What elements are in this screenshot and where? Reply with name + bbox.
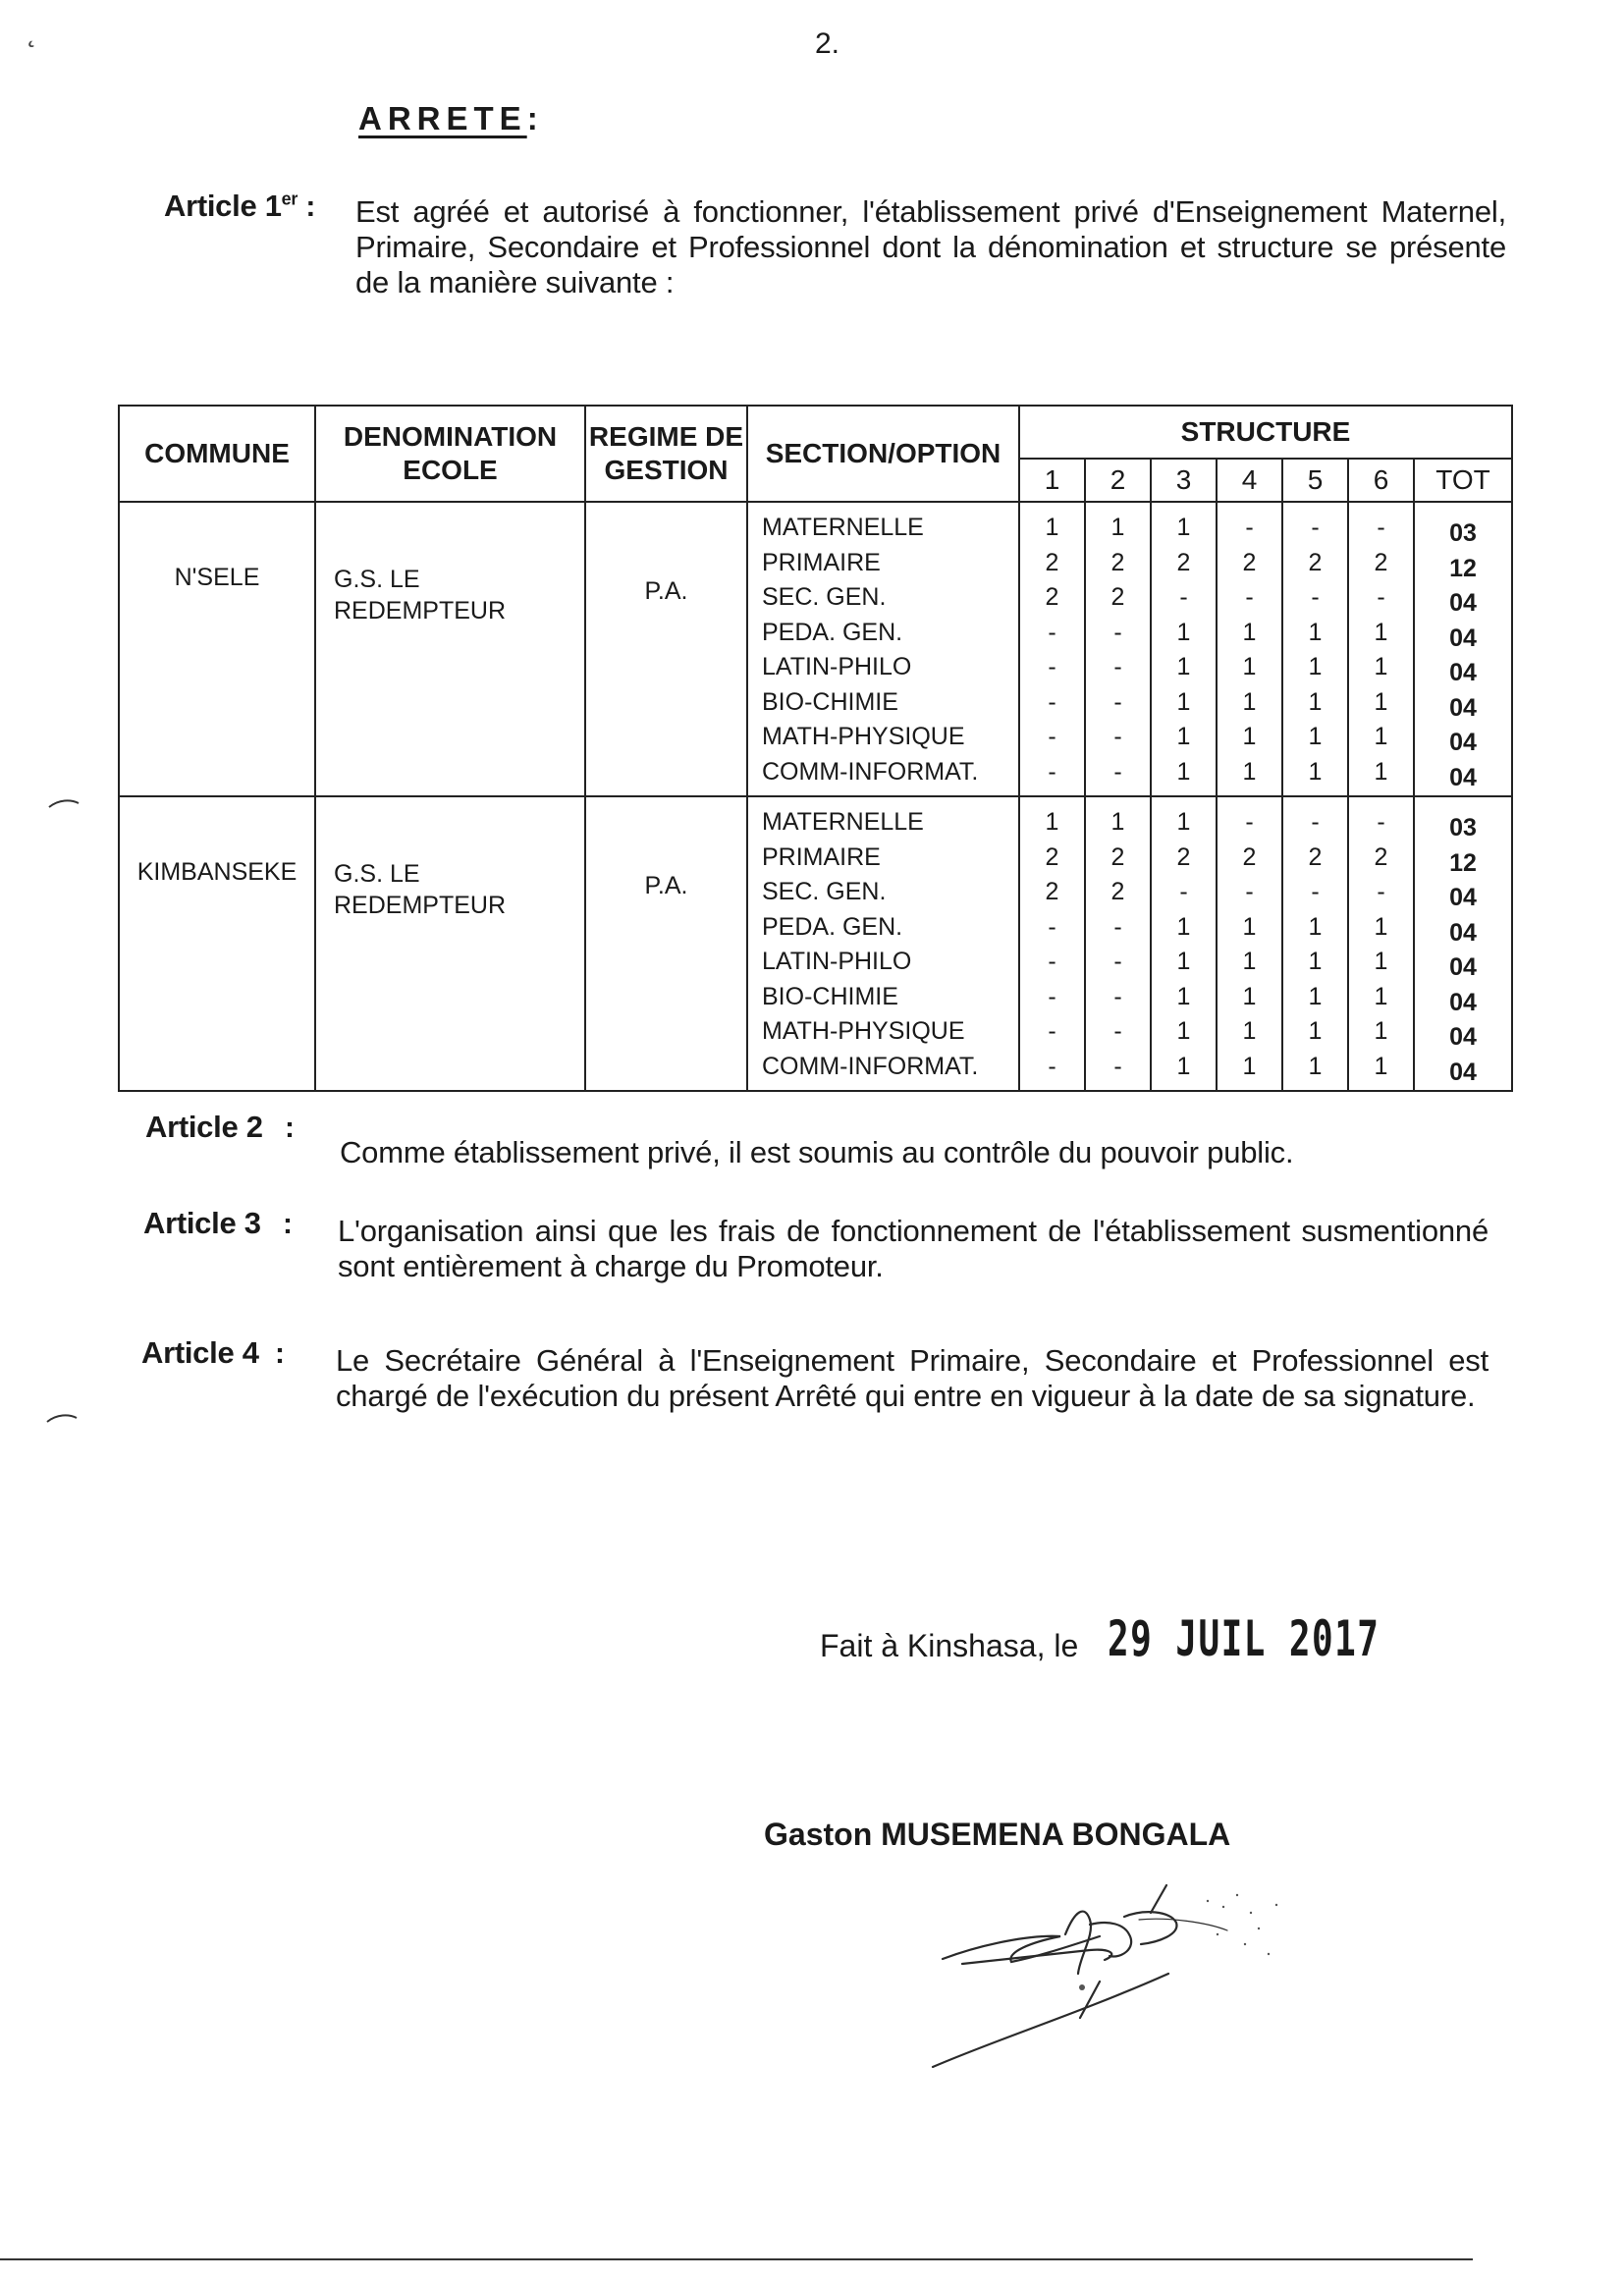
level-value: 1 — [1374, 653, 1388, 680]
header-level-6: 6 — [1348, 459, 1414, 502]
arrete-title: ARRETE — [358, 100, 527, 136]
article-2-text: Comme établissement privé, il est soumis au contrôle du pouvoir public. — [340, 1135, 1294, 1169]
level-value: 1 — [1242, 618, 1257, 646]
level-value: - — [1113, 1052, 1122, 1080]
section-option: MATH-PHYSIQUE — [762, 1017, 965, 1045]
header-level-2: 2 — [1085, 459, 1151, 502]
level-value: - — [1048, 723, 1056, 750]
level-value: - — [1113, 757, 1122, 786]
level-value: 1 — [1374, 1052, 1388, 1080]
level-value: 1 — [1176, 687, 1191, 716]
signer-name: Gaston MUSEMENA BONGALA — [764, 1817, 1231, 1852]
level-value: 2 — [1242, 842, 1257, 871]
level-value: 1 — [1242, 723, 1257, 750]
level-value: - — [1377, 808, 1385, 836]
table-row — [119, 796, 1512, 1091]
level-value: - — [1377, 514, 1385, 541]
commune-cell: KIMBANSEKE — [119, 796, 315, 1091]
handwritten-signature — [913, 1866, 1326, 2091]
article-4-label-text: Article 4 — [141, 1335, 259, 1370]
header-level-5: 5 — [1282, 459, 1348, 502]
bottom-rule — [0, 2258, 1473, 2260]
level-value: 1 — [1374, 982, 1388, 1010]
section-option: PRIMAIRE — [762, 842, 881, 871]
level-6-cell — [1348, 796, 1414, 1091]
section-cell — [747, 502, 1019, 796]
level-5-cell — [1282, 502, 1348, 796]
level-value: 2 — [1110, 583, 1125, 611]
arrete-heading — [358, 100, 544, 137]
level-value: 1 — [1374, 723, 1388, 750]
article-1-label-sup: er — [281, 189, 298, 209]
level-value: 2 — [1110, 878, 1125, 905]
section-option: MATERNELLE — [762, 808, 924, 836]
signature-date-stamp: 29 JUIL 2017 — [1108, 1610, 1380, 1667]
section-option: BIO-CHIMIE — [762, 687, 898, 716]
header-level-1: 1 — [1019, 459, 1085, 502]
level-value: 2 — [1374, 842, 1388, 871]
arrete-colon: : — [526, 100, 544, 136]
level-value: - — [1048, 948, 1056, 975]
level-4-cell — [1217, 502, 1282, 796]
article-1-sep: : — [305, 190, 316, 223]
level-value: 1 — [1242, 653, 1257, 680]
level-value: 1 — [1242, 757, 1257, 786]
tot-cell — [1414, 796, 1512, 1091]
level-value: 2 — [1308, 548, 1323, 576]
tot-value: 12 — [1449, 554, 1477, 582]
margin-mark-left-2 — [43, 1408, 82, 1428]
level-value: 1 — [1242, 1017, 1257, 1045]
level-value: 1 — [1242, 912, 1257, 941]
section-option: MATH-PHYSIQUE — [762, 723, 965, 750]
level-value: 1 — [1308, 723, 1323, 750]
article-2-sep: : — [284, 1112, 295, 1144]
level-value: 2 — [1110, 548, 1125, 576]
article-1-label — [164, 189, 315, 224]
level-value: - — [1245, 583, 1254, 611]
level-value: - — [1113, 723, 1122, 750]
level-value: 1 — [1242, 687, 1257, 716]
article-1-text: Est agréé et autorisé à fonctionner, l'établissement privé d'Enseignement Maternel, Primaire, Secondaire et Professionnel dont la dénomination et structure se présente de la manière suivante : — [355, 194, 1506, 299]
level-value: 1 — [1374, 912, 1388, 941]
structure-table — [118, 405, 1513, 1092]
level-value: 1 — [1045, 808, 1059, 836]
page-number: 2. — [815, 27, 840, 60]
header-commune: COMMUNE — [119, 406, 315, 502]
level-value: 1 — [1308, 912, 1323, 941]
level-6-cell — [1348, 502, 1414, 796]
level-value: 1 — [1045, 514, 1059, 541]
article-3-label — [143, 1206, 293, 1241]
level-value: 2 — [1045, 548, 1059, 576]
article-1-label-text: Article 1 — [164, 189, 282, 223]
level-value: - — [1179, 878, 1188, 905]
article-2-label — [145, 1110, 295, 1145]
level-value: 1 — [1176, 1052, 1191, 1080]
tot-value: 04 — [1449, 693, 1477, 722]
level-value: 1 — [1308, 757, 1323, 786]
tot-value: 04 — [1449, 884, 1477, 911]
level-value: - — [1113, 948, 1122, 975]
level-value: 1 — [1110, 514, 1125, 541]
level-value: 1 — [1110, 808, 1125, 836]
tot-value: 04 — [1449, 763, 1477, 791]
level-value: - — [1113, 618, 1122, 646]
level-value: - — [1245, 514, 1254, 541]
margin-mark-left-1 — [45, 793, 84, 813]
level-value: - — [1048, 982, 1056, 1010]
section-option: COMM-INFORMAT. — [762, 1052, 979, 1080]
tot-value: 04 — [1449, 659, 1477, 686]
level-value: 1 — [1176, 1017, 1191, 1045]
level-value: - — [1113, 982, 1122, 1010]
level-value: - — [1245, 808, 1254, 836]
header-structure: STRUCTURE — [1019, 406, 1512, 459]
tot-value: 04 — [1449, 1058, 1477, 1086]
regime-cell: P.A. — [585, 502, 747, 796]
margin-mark-top: ˛ — [27, 16, 37, 48]
tot-cell — [1414, 502, 1512, 796]
level-value: 1 — [1242, 948, 1257, 975]
tot-value: 12 — [1449, 848, 1477, 877]
section-cell — [747, 796, 1019, 1091]
article-2-label-text: Article 2 — [145, 1110, 263, 1144]
level-3-cell — [1151, 502, 1217, 796]
level-value: 1 — [1308, 1017, 1323, 1045]
header-level-4: 4 — [1217, 459, 1282, 502]
level-2-cell — [1085, 502, 1151, 796]
tot-value: 04 — [1449, 729, 1477, 756]
level-value: 1 — [1308, 1052, 1323, 1080]
level-value: 1 — [1176, 723, 1191, 750]
tot-value: 03 — [1449, 814, 1477, 842]
tot-value: 04 — [1449, 953, 1477, 981]
level-value: 2 — [1374, 548, 1388, 576]
level-value: 1 — [1176, 653, 1191, 680]
header-section: SECTION/OPTION — [747, 406, 1019, 502]
level-value: 1 — [1242, 982, 1257, 1010]
level-value: 2 — [1045, 583, 1059, 611]
tot-value: 04 — [1449, 1023, 1477, 1051]
level-value: 2 — [1045, 878, 1059, 905]
section-option: SEC. GEN. — [762, 878, 887, 905]
level-value: 1 — [1176, 618, 1191, 646]
article-4-label — [141, 1335, 285, 1371]
level-2-cell — [1085, 796, 1151, 1091]
level-value: - — [1048, 687, 1056, 716]
level-value: 1 — [1176, 948, 1191, 975]
article-3-label-text: Article 3 — [143, 1206, 261, 1240]
level-value: - — [1245, 878, 1254, 905]
section-option: SEC. GEN. — [762, 583, 887, 611]
level-value: 1 — [1308, 687, 1323, 716]
article-4-text: Le Secrétaire Général à l'Enseignement Primaire, Secondaire et Professionnel est chargé de l'exécution du présent Arrêté qui entre en vigueur à la date de sa signature. — [336, 1343, 1489, 1413]
regime-cell: P.A. — [585, 796, 747, 1091]
tot-value: 03 — [1449, 519, 1477, 547]
header-level-3: 3 — [1151, 459, 1217, 502]
level-value: 1 — [1308, 653, 1323, 680]
level-value: 1 — [1374, 757, 1388, 786]
level-value: - — [1311, 808, 1320, 836]
level-value: - — [1048, 1017, 1056, 1045]
section-option: PRIMAIRE — [762, 548, 881, 576]
level-value: - — [1048, 912, 1056, 941]
level-value: 2 — [1045, 842, 1059, 871]
level-value: 1 — [1374, 1017, 1388, 1045]
tot-value: 04 — [1449, 988, 1477, 1016]
level-value: - — [1179, 583, 1188, 611]
level-value: 2 — [1176, 842, 1191, 871]
level-value: - — [1113, 687, 1122, 716]
section-option: LATIN-PHILO — [762, 653, 912, 680]
level-value: 1 — [1242, 1052, 1257, 1080]
level-value: 2 — [1308, 842, 1323, 871]
section-option: MATERNELLE — [762, 514, 924, 541]
level-value: 1 — [1374, 618, 1388, 646]
level-value: 1 — [1176, 808, 1191, 836]
ecole-cell: G.S. LE REDEMPTEUR — [315, 796, 585, 1091]
level-value: 1 — [1374, 687, 1388, 716]
level-value: 2 — [1176, 548, 1191, 576]
level-value: - — [1113, 653, 1122, 680]
section-option: PEDA. GEN. — [762, 618, 903, 646]
fait-a-kinshasa: Fait à Kinshasa, le — [820, 1628, 1079, 1663]
tot-value: 04 — [1449, 624, 1477, 652]
section-option: BIO-CHIMIE — [762, 982, 898, 1010]
level-value: 1 — [1308, 982, 1323, 1010]
commune-cell: N'SELE — [119, 502, 315, 796]
level-value: 1 — [1374, 948, 1388, 975]
level-value: 1 — [1308, 948, 1323, 975]
article-4-sep: : — [274, 1337, 285, 1370]
level-value: - — [1377, 583, 1385, 611]
level-value: 1 — [1176, 982, 1191, 1010]
level-value: - — [1113, 912, 1122, 941]
level-value: 1 — [1176, 757, 1191, 786]
level-value: 1 — [1176, 514, 1191, 541]
level-value: - — [1377, 878, 1385, 905]
table-row — [119, 502, 1512, 796]
level-4-cell — [1217, 796, 1282, 1091]
level-3-cell — [1151, 796, 1217, 1091]
level-1-cell — [1019, 796, 1085, 1091]
section-option: LATIN-PHILO — [762, 948, 912, 975]
level-value: 2 — [1242, 548, 1257, 576]
article-3-text: L'organisation ainsi que les frais de fonctionnement de l'établissement susmentionné sont entièrement à charge du Promoteur. — [338, 1214, 1489, 1283]
level-value: - — [1311, 514, 1320, 541]
level-5-cell — [1282, 796, 1348, 1091]
level-value: - — [1113, 1017, 1122, 1045]
section-option: PEDA. GEN. — [762, 912, 903, 941]
level-value: 2 — [1110, 842, 1125, 871]
level-value: - — [1311, 878, 1320, 905]
level-value: - — [1048, 653, 1056, 680]
level-value: 1 — [1308, 618, 1323, 646]
tot-value: 04 — [1449, 918, 1477, 947]
level-value: - — [1311, 583, 1320, 611]
tot-value: 04 — [1449, 589, 1477, 617]
header-tot: TOT — [1414, 459, 1512, 502]
level-value: - — [1048, 1052, 1056, 1080]
header-denomination: DENOMINATION ECOLE — [315, 406, 585, 502]
header-regime: REGIME DE GESTION — [585, 406, 747, 502]
level-1-cell — [1019, 502, 1085, 796]
article-3-sep: : — [282, 1208, 293, 1240]
level-value: - — [1048, 757, 1056, 786]
section-option: COMM-INFORMAT. — [762, 757, 979, 786]
ecole-cell: G.S. LE REDEMPTEUR — [315, 502, 585, 796]
level-value: 1 — [1176, 912, 1191, 941]
level-value: - — [1048, 618, 1056, 646]
